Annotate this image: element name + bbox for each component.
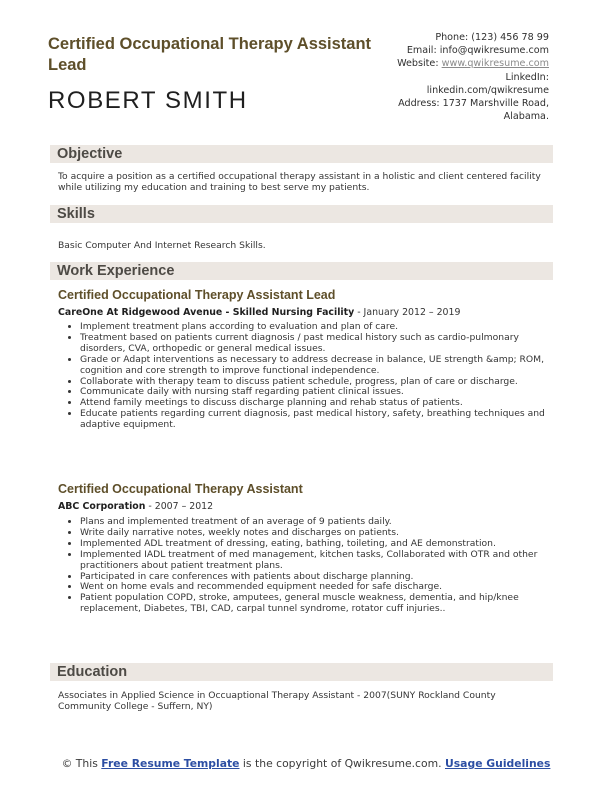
job-2-bullets [58, 517, 560, 615]
list-item: • Plans and implemented treatment of an average of 9 patients daily. [80, 517, 560, 528]
job-1-bullets [58, 322, 560, 431]
contact-email: Email: info@qwikresume.com [406, 45, 549, 57]
work-title: Work Experience [57, 263, 175, 279]
linkedin-url[interactable]: linkedin.com/qwikresume [426, 84, 549, 96]
list-item: • Implement treatment plans according to evaluation and plan of care. [80, 322, 560, 333]
list-item: • Write daily narrative notes, weekly notes and discharges on patients. [80, 528, 560, 539]
job-1-company: CareOne At Ridgewood Avenue - Skilled Nursing Facility [58, 307, 355, 318]
candidate-name: ROBERT SMITH [48, 87, 248, 114]
address-line-2: Alabama. [503, 111, 549, 123]
list-item: • Grade or Adapt interventions as necessary to address decrease in balance, UE strength &amp; ROM, cognition and core strength to improve functional independence. [80, 355, 560, 377]
list-item: • Treatment based on patients current diagnosis / past medical history such as cardio-pulmonary disorders, CVA, orthopedic or general medical issues. [80, 333, 560, 355]
objective-section-header [50, 145, 553, 163]
list-item: • Went on home evals and recommended equipment needed for safe discharge. [80, 582, 560, 593]
list-item: • Attend family meetings to discuss discharge planning and rehab status of patients. [80, 398, 560, 409]
list-item: • Collaborate with therapy team to discuss patient schedule, progress, plan of care or discharge. [80, 377, 560, 388]
objective-text: To acquire a position as a certified occupational therapy assistant in a holistic and client centered facility while utilizing my education and training to best serve my patients. [58, 171, 541, 194]
contact-phone: Phone: (123) 456 78 99 [435, 32, 549, 43]
job-1-dates: - January 2012 – 2019 [354, 307, 461, 318]
website-link[interactable]: www.qwikresume.com [441, 58, 549, 70]
list-item: • Participated in care conferences with patients about discharge planning. [80, 572, 560, 583]
objective-title: Objective [57, 146, 123, 162]
education-section-header [50, 663, 553, 681]
job-1-company-line [58, 307, 460, 318]
list-item: • Patient population COPD, stroke, amputees, general muscle weakness, dementia, and hip/knee replacement, Diabetes, TBI, CAD, carpal tunnel syndrome, rotator cuff injuries.. [80, 593, 560, 615]
job-2-dates: - 2007 – 2012 [145, 501, 214, 512]
skills-text: Basic Computer And Internet Research Skills. [58, 240, 266, 251]
footer [60, 757, 552, 770]
linkedin-label: LinkedIn: [505, 71, 549, 83]
job-1-title: Certified Occupational Therapy Assistant Lead [58, 288, 336, 302]
resume-job-title: Certified Occupational Therapy Assistant Lead [48, 35, 372, 74]
list-item: • Communicate daily with nursing staff regarding patient clinical issues. [80, 387, 560, 398]
website-label: Website: [397, 58, 439, 70]
address-line-1: Address: 1737 Marshville Road, [398, 98, 549, 110]
list-item: • Educate patients regarding current diagnosis, past medical history, safety, breathing techniques and adaptive equipment. [80, 409, 560, 431]
work-section-header [50, 262, 553, 280]
contact-website [329, 57, 549, 70]
list-item: • Implemented ADL treatment of dressing, eating, bathing, toileting, and AE demonstration. [80, 539, 560, 550]
education-text: Associates in Applied Science in Occuaptional Therapy Assistant - 2007(SUNY Rockland County Community College - Suffern, NY) [58, 690, 496, 713]
job-2-company: ABC Corporation [58, 501, 146, 512]
list-item: • Implemented IADL treatment of med management, kitchen tasks, Collaborated with OTR and other practitioners about patient treatment plans. [80, 550, 560, 572]
footer-middle: is the copyright of Qwikresume.com. [239, 757, 445, 770]
skills-title: Skills [57, 206, 95, 222]
usage-guidelines-link[interactable]: Usage Guidelines [444, 757, 551, 770]
footer-prefix: © This [61, 757, 102, 770]
free-resume-template-link[interactable]: Free Resume Template [101, 757, 240, 770]
contact-block [329, 31, 549, 123]
education-title: Education [57, 664, 128, 680]
job-2-company-line [58, 501, 213, 512]
skills-section-header [50, 205, 553, 223]
job-2-title: Certified Occupational Therapy Assistant [58, 482, 303, 496]
